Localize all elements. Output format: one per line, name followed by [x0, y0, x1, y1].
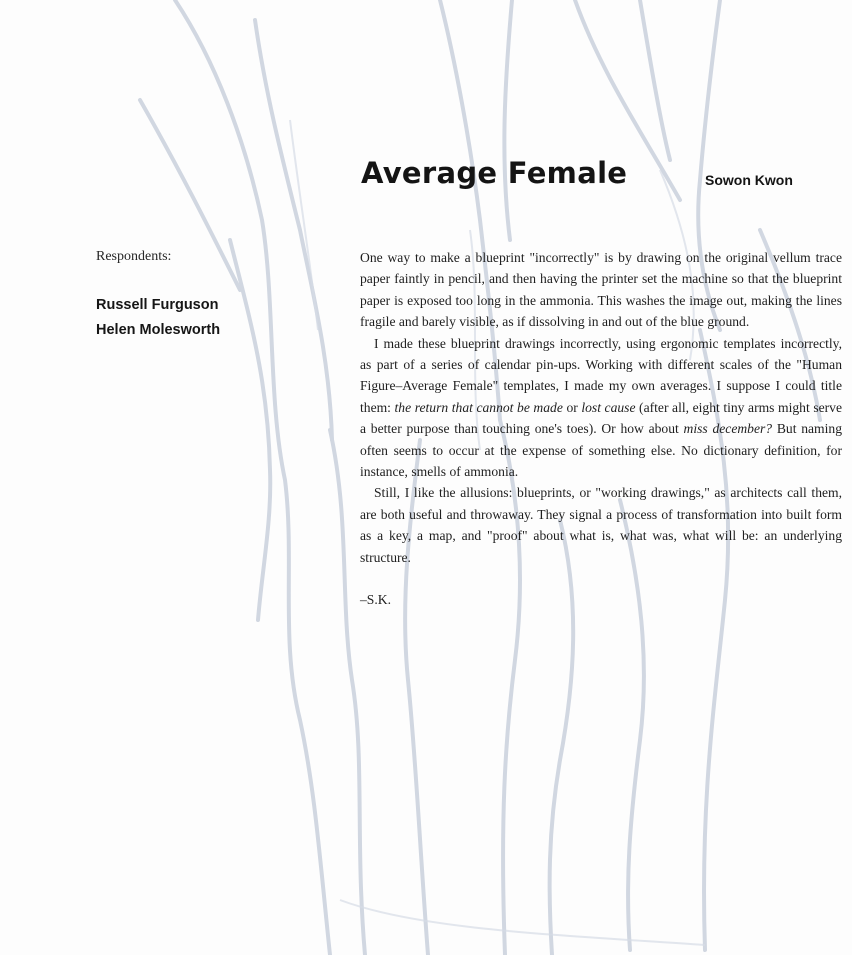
italic-title-miss-december: miss december?: [683, 421, 773, 437]
paragraph-2-text-d: But naming often seems to occur at the expense of something else. No dictionary definition, for instance, smells of ammonia.: [360, 421, 842, 480]
respondent-name: Russell Furguson: [96, 297, 219, 313]
respondents-label: Respondents:: [96, 249, 172, 264]
signoff: –S.K.: [360, 592, 391, 608]
italic-title-lost-cause: lost cause: [581, 399, 636, 415]
paragraph-2-text-c: (after all, eight tiny arms might serve a better purpose than touching one's toes). Or how about: [360, 399, 842, 437]
paragraph-2: [360, 333, 842, 483]
paragraph-3: Still, I like the allusions: blueprints, or "working drawings," as architects call them, are both useful and throwaway. They signal a process of transformation into built form as a key, a map, and "proof" about what is, what was, what will be: an underlying structure.: [360, 485, 842, 565]
page-title: Average Female: [361, 156, 628, 190]
respondent-name: Helen Molesworth: [96, 322, 221, 338]
author-name: Sowon Kwon: [705, 172, 793, 188]
italic-title-return: the return that cannot be made: [394, 399, 563, 415]
paragraph-1: One way to make a blueprint "incorrectly" is by drawing on the original vellum trace paper faintly in pencil, and then having the printer set the machine so that the blueprint paper is exposed too long in the ammonia. This washes the image out, making the lines fragile and barely visible, as if dissolving in and out of the blue ground.: [360, 250, 842, 330]
paragraph-2-text-a: I made these blueprint drawings incorrectly, using ergonomic templates incorrectly, as part of a series of calendar pin-ups. Working with different scales of the "Human Figure–Average Female" templates, I made my own averages. I suppose I could title them:: [360, 335, 842, 415]
article-body: [360, 247, 842, 611]
paragraph-2-text-b: or: [562, 399, 582, 415]
respondents-list: [96, 293, 220, 343]
